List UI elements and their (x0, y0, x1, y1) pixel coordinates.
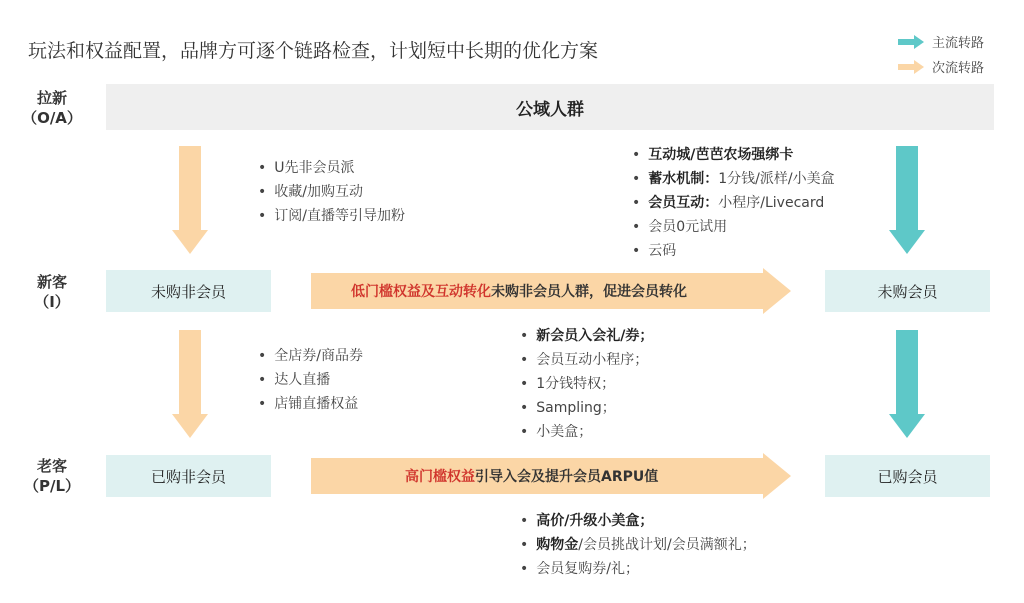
stage-new-non-member: 未购非会员 (106, 270, 271, 312)
arrow-highlight-text: 高门槛权益 (405, 469, 475, 485)
list-item: • 会员0元试用 (632, 215, 835, 239)
list-item: • 高价/升级小美盒； (520, 509, 756, 533)
list-item: • 收藏/加购互动 (258, 180, 405, 204)
list-item: • 互动城/芭芭农场强绑卡 (632, 143, 835, 167)
list-item: • 1分钱特权； (520, 372, 653, 396)
list-item: • 订阅/直播等引导加粉 (258, 204, 405, 228)
conversion-arrow-label (405, 466, 658, 486)
main-flow-arrow-icon (898, 35, 924, 49)
stage-old-member: 已购会员 (825, 455, 990, 497)
list-bottom-center (520, 509, 756, 581)
list-item: • 小美盒； (520, 420, 653, 444)
list-item: • 全店券/商品券 (258, 344, 363, 368)
row-label-old-customer (2, 456, 102, 496)
row-code: （O/A） (22, 109, 82, 127)
legend-label: 主流转路 (932, 36, 985, 51)
down-arrow-main-bottom (889, 330, 925, 438)
list-left-mid (258, 344, 363, 416)
down-arrow-secondary-bottom (172, 330, 208, 438)
arrow-highlight-text: 低门槛权益及互动转化 (351, 284, 491, 300)
list-item: • U先非会员派 (258, 156, 405, 180)
stage-new-member: 未购会员 (825, 270, 990, 312)
row-name: 新客 (36, 273, 67, 291)
row-code: （I） (34, 293, 70, 311)
stage-old-non-member: 已购非会员 (106, 455, 271, 497)
list-item: • 新会员入会礼/券； (520, 324, 653, 348)
list-left-top (258, 156, 405, 228)
arrow-rest-text: 未购非会员人群，促进会员转化 (491, 284, 687, 300)
public-domain-banner: 公域人群 (106, 84, 994, 130)
conversion-arrow-label (351, 281, 687, 301)
list-item: • 蓄水机制：1分钱/派样/小美盒 (632, 167, 835, 191)
list-item: • 云码 (632, 239, 835, 263)
list-right-top (632, 143, 835, 263)
list-item: • Sampling； (520, 396, 653, 420)
row-label-acquisition (2, 88, 102, 128)
legend-label: 次流转路 (932, 61, 985, 76)
list-item: • 达人直播 (258, 368, 363, 392)
row-code: （P/L） (23, 477, 81, 495)
legend-item-secondary-flow (898, 57, 984, 76)
list-item: • 购物金/会员挑战计划/会员满额礼； (520, 533, 756, 557)
list-item: • 会员互动小程序； (520, 348, 653, 372)
row-name: 老客 (36, 457, 67, 475)
list-item: • 会员互动：小程序/Livecard (632, 191, 835, 215)
down-arrow-main-top (889, 146, 925, 254)
list-mid-center (520, 324, 653, 444)
row-label-new-customer (2, 272, 102, 312)
conversion-arrow-high-threshold (311, 453, 791, 499)
page-title: 玩法和权益配置，品牌方可逐个链路检查，计划短中长期的优化方案 (28, 40, 599, 62)
conversion-arrow-low-threshold (311, 268, 791, 314)
list-item: • 店铺直播权益 (258, 392, 363, 416)
secondary-flow-arrow-icon (898, 60, 924, 74)
arrow-rest-text: 引导入会及提升会员ARPU值 (475, 469, 659, 485)
down-arrow-secondary-top (172, 146, 208, 254)
legend-item-main-flow (898, 32, 984, 51)
list-item: • 会员复购券/礼； (520, 557, 756, 581)
row-name: 拉新 (36, 89, 67, 107)
